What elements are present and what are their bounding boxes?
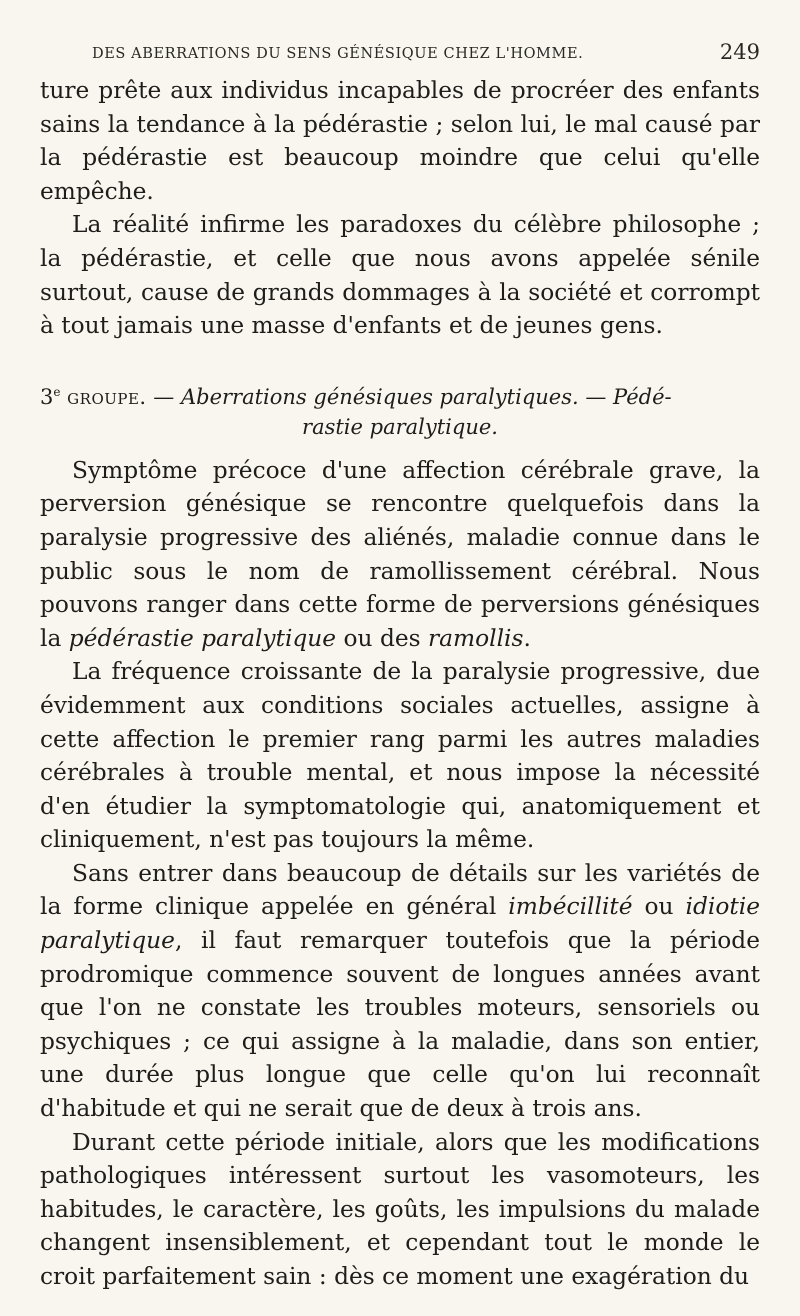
heading-spacer <box>40 442 760 454</box>
section-heading <box>40 377 760 442</box>
para5-text-2: ou <box>632 893 686 921</box>
paragraph-continued: ture prête aux individus incapables de procréer des enfants sains la tendance à la pédérastie ; selon lui, le mal causé par la pédérastie est beaucoup moindre que celui qu'elle empêche. <box>40 77 760 205</box>
para5-emphasis-2: idiotie paralytique <box>40 893 760 955</box>
running-header <box>40 30 760 74</box>
section-spacer <box>40 343 760 377</box>
heading-title-part1: Aberrations génésiques paralytiques. <box>180 384 579 409</box>
paragraph-frequence: La fréquence croissante de la paralysie progressive, due évidemment aux conditions sociales actuelles, assigne à cette affection le premier rang parmi les autres maladies cérébrales à trouble mental, et nous impose la nécessité d'en étudier la symptomatologie qui, anatomiquement et cliniquement, n'est pas toujours la même. <box>40 658 760 854</box>
paragraph-paradoxes: La réalité infirme les paradoxes du célèbre philosophe ; la pédérastie, et celle que nous avons appelée sénile surtout, cause de grands dommages à la société et corrompt à tout jamais une masse d'enfants et de jeunes gens. <box>40 211 760 340</box>
para3-text-1: Symptôme précoce d'une affection cérébrale grave, la perversion génésique se rencontre quelquefois dans la paralysie progressive des aliénés, maladie connue dans le public sous le nom de ramollissement cérébral. Nous pouvons ranger dans cette forme de perversions génésiques la <box>40 456 760 652</box>
group-number-suffix: e <box>53 384 61 399</box>
heading-dash-2: — <box>585 384 607 409</box>
paragraph-durant: Durant cette période initiale, alors que les modifications pathologiques intéressent surtout les vasomoteurs, les habitudes, le caractère, les goûts, les impulsions du malade changent insensiblement, et cependant tout le monde le croit parfaitement sain : dès ce moment une exagération du <box>40 1128 760 1290</box>
heading-title-part2a: Pédé- <box>613 384 672 409</box>
para5-text-1: Sans entrer dans beaucoup de détails sur les variétés de la forme clinique appelée en général <box>40 859 760 921</box>
para3-text-2: ou des <box>336 624 429 652</box>
para3-emphasis-2: ramollis <box>428 624 524 652</box>
para3-emphasis-1: pédérastie paralytique <box>68 624 337 652</box>
page-number: 249 <box>719 40 760 64</box>
paragraph-sans-entrer <box>40 857 760 1126</box>
paragraph-symptome <box>40 454 760 656</box>
body-text <box>40 74 760 1294</box>
group-label: groupe. <box>67 384 147 409</box>
running-title: DES ABERRATIONS DU SENS GÉNÉSIQUE CHEZ L'HOMME. <box>92 46 584 62</box>
heading-dash-1: — <box>153 384 175 409</box>
para5-emphasis-1: imbécillité <box>508 893 633 921</box>
para5-text-3: , il faut remarquer toutefois que la période prodromique commence souvent de longues années avant que l'on ne constate les troubles moteurs, sensoriels ou psychiques ; ce qui assigne à la maladie, dans son entier, une durée plus longue que celle qu'on lui reconnaît d'habitude et qui ne serait que de deux à trois ans. <box>40 927 760 1123</box>
group-number: 3 <box>40 384 54 409</box>
para3-text-3: . <box>523 624 531 652</box>
heading-title-part2b: rastie paralytique. <box>302 414 498 439</box>
